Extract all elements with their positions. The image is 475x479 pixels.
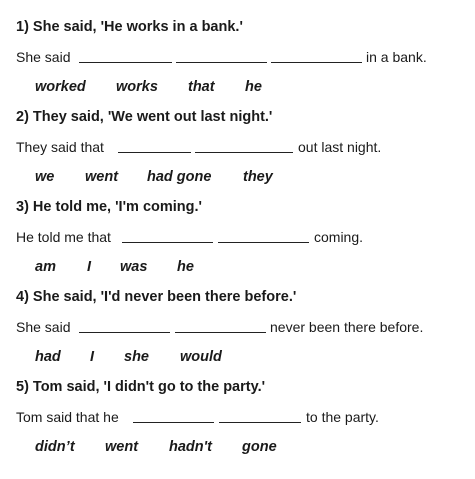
answer-blank-2[interactable] — [218, 242, 309, 243]
answer-suffix: never been there before. — [270, 319, 424, 335]
word-option: hadn't — [169, 439, 212, 455]
word-option: had gone — [147, 169, 212, 185]
word-option: am — [35, 259, 56, 275]
word-option: they — [243, 169, 273, 185]
answer-blank-2[interactable] — [175, 332, 266, 333]
word-option: was — [120, 259, 148, 275]
word-option: he — [245, 79, 262, 95]
answer-suffix: out last night. — [298, 139, 382, 155]
word-option: I — [90, 349, 95, 365]
answer-prefix: She said — [16, 319, 71, 335]
answer-suffix: to the party. — [306, 409, 379, 425]
word-option: she — [124, 349, 149, 365]
answer-blank-1[interactable] — [118, 152, 191, 153]
answer-blank-2[interactable] — [195, 152, 293, 153]
word-option: worked — [35, 79, 86, 95]
exercise-question: 5) Tom said, 'I didn't go to the party.' — [16, 379, 266, 395]
exercise-4 — [0, 288, 475, 378]
answer-blank-2[interactable] — [176, 62, 267, 63]
answer-blank-2[interactable] — [219, 422, 301, 423]
exercise-3 — [0, 198, 475, 288]
word-option: gone — [242, 439, 277, 455]
word-option: we — [35, 169, 55, 185]
word-option: I — [87, 259, 92, 275]
answer-blank-1[interactable] — [133, 422, 214, 423]
answer-prefix: Tom said that he — [16, 409, 119, 425]
word-option: works — [116, 79, 158, 95]
exercise-question: 3) He told me, 'I'm coming.' — [16, 199, 202, 215]
answer-blank-3[interactable] — [271, 62, 362, 63]
exercise-question: 4) She said, 'I'd never been there before.' — [16, 289, 297, 305]
exercise-1 — [0, 18, 475, 108]
answer-prefix: They said that — [16, 139, 104, 155]
exercise-question: 2) They said, 'We went out last night.' — [16, 109, 273, 125]
answer-blank-1[interactable] — [79, 332, 170, 333]
exercise-2 — [0, 108, 475, 198]
answer-blank-1[interactable] — [79, 62, 172, 63]
exercise-question: 1) She said, 'He works in a bank.' — [16, 19, 243, 35]
word-option: that — [188, 79, 215, 95]
answer-prefix: She said — [16, 49, 71, 65]
answer-suffix: in a bank. — [366, 49, 427, 65]
word-option: didn’t — [35, 439, 75, 455]
answer-suffix: coming. — [314, 229, 364, 245]
word-option: went — [105, 439, 139, 455]
answer-blank-1[interactable] — [122, 242, 213, 243]
word-option: would — [180, 349, 222, 365]
word-option: had — [35, 349, 61, 365]
exercise-5 — [0, 378, 475, 468]
answer-prefix: He told me that — [16, 229, 111, 245]
word-option: he — [177, 259, 194, 275]
word-option: went — [85, 169, 119, 185]
